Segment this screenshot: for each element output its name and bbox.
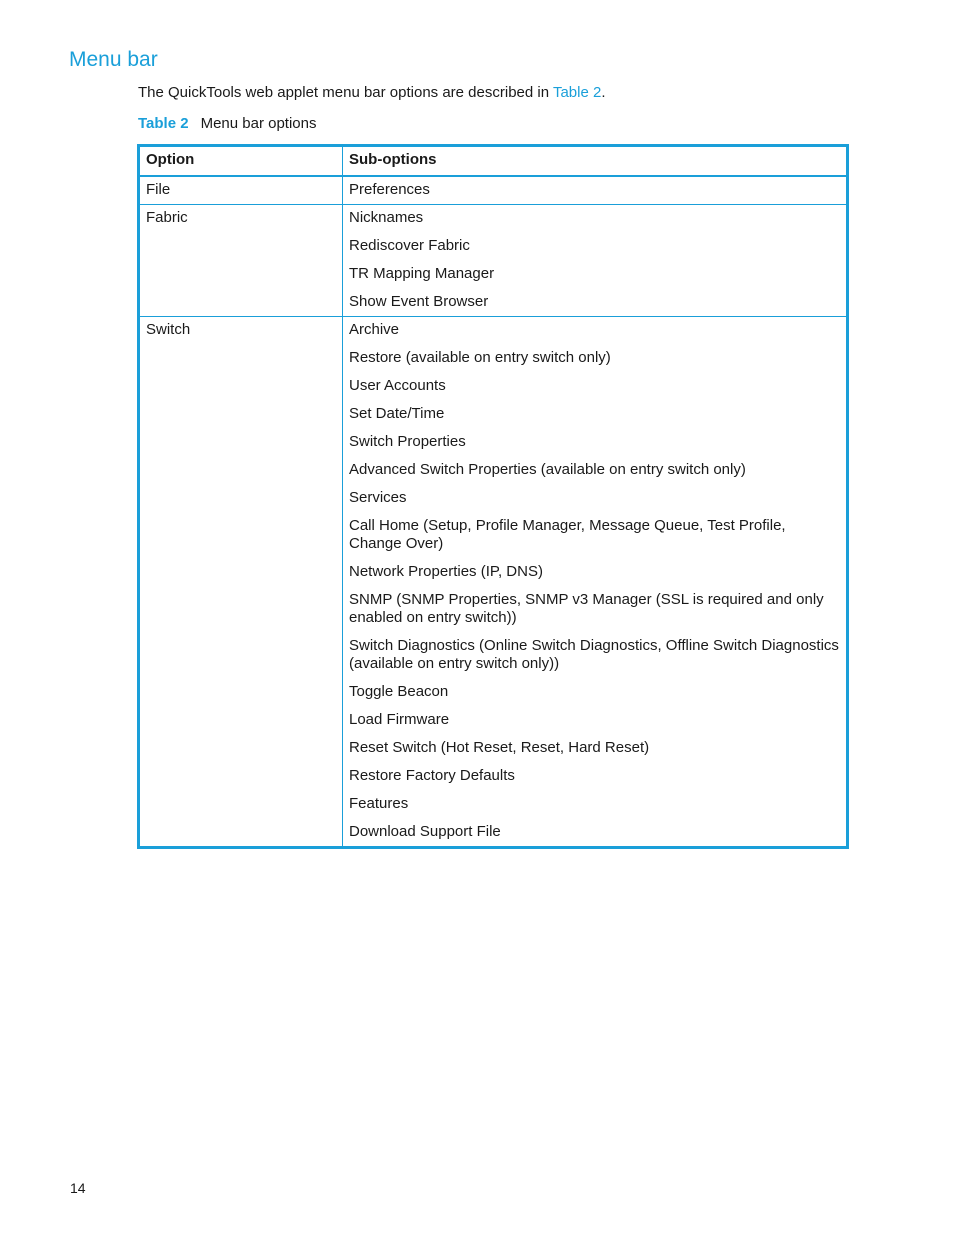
table-reference-link[interactable]: Table 2 [552,84,602,101]
table-caption [138,115,316,132]
suboption-item: Archive [349,321,400,338]
option-cell: File [139,176,343,205]
table-header-row [139,146,848,177]
suboption-item: Restore Factory Defaults [349,767,515,784]
suboption-item: Switch Properties [349,433,466,450]
suboption-item: Preferences [349,181,430,198]
option-cell: Switch [139,317,343,848]
suboption-item: Nicknames [349,209,424,226]
menu-bar-options-table [137,144,849,849]
table-row [139,317,848,848]
suboption-item: Load Firmware [349,711,450,728]
table-body [139,176,848,848]
table-row [139,205,848,317]
suboption-item: Toggle Beacon [349,683,449,700]
suboption-item: Services [349,489,407,506]
suboption-item: Show Event Browser [349,293,489,310]
table-row [139,176,848,205]
section-heading: Menu bar [69,48,158,71]
suboptions-cell [343,176,848,205]
suboptions-cell [343,205,848,317]
suboption-item: SNMP (SNMP Properties, SNMP v3 Manager (SSL is required and only enabled on entry switch)) [349,591,824,626]
suboption-item: Network Properties (IP, DNS) [349,563,543,580]
option-cell: Fabric [139,205,343,317]
intro-suffix: . [601,84,606,101]
column-header-suboptions: Sub-options [343,146,848,177]
table-caption-label: Table 2 [138,115,189,132]
suboption-item: Set Date/Time [349,405,445,422]
suboption-item: TR Mapping Manager [349,265,495,282]
suboption-item: Switch Diagnostics (Online Switch Diagnostics, Offline Switch Diagnostics (available on entry switch only)) [349,637,839,672]
column-header-option: Option [139,146,343,177]
suboption-item: Download Support File [349,823,501,840]
suboption-item: Restore (available on entry switch only) [349,349,611,366]
intro-text: The QuickTools web applet menu bar options are described in [138,84,553,101]
suboption-item: User Accounts [349,377,446,394]
suboption-item: Call Home (Setup, Profile Manager, Message Queue, Test Profile, Change Over) [349,517,786,552]
intro-paragraph [138,84,606,101]
table-caption-text: Menu bar options [200,115,317,132]
suboption-item: Features [349,795,409,812]
suboption-item: Rediscover Fabric [349,237,470,254]
suboption-item: Reset Switch (Hot Reset, Reset, Hard Reset) [349,739,650,756]
suboption-item: Advanced Switch Properties (available on entry switch only) [349,461,746,478]
suboptions-cell [343,317,848,848]
page-number: 14 [70,1180,86,1196]
